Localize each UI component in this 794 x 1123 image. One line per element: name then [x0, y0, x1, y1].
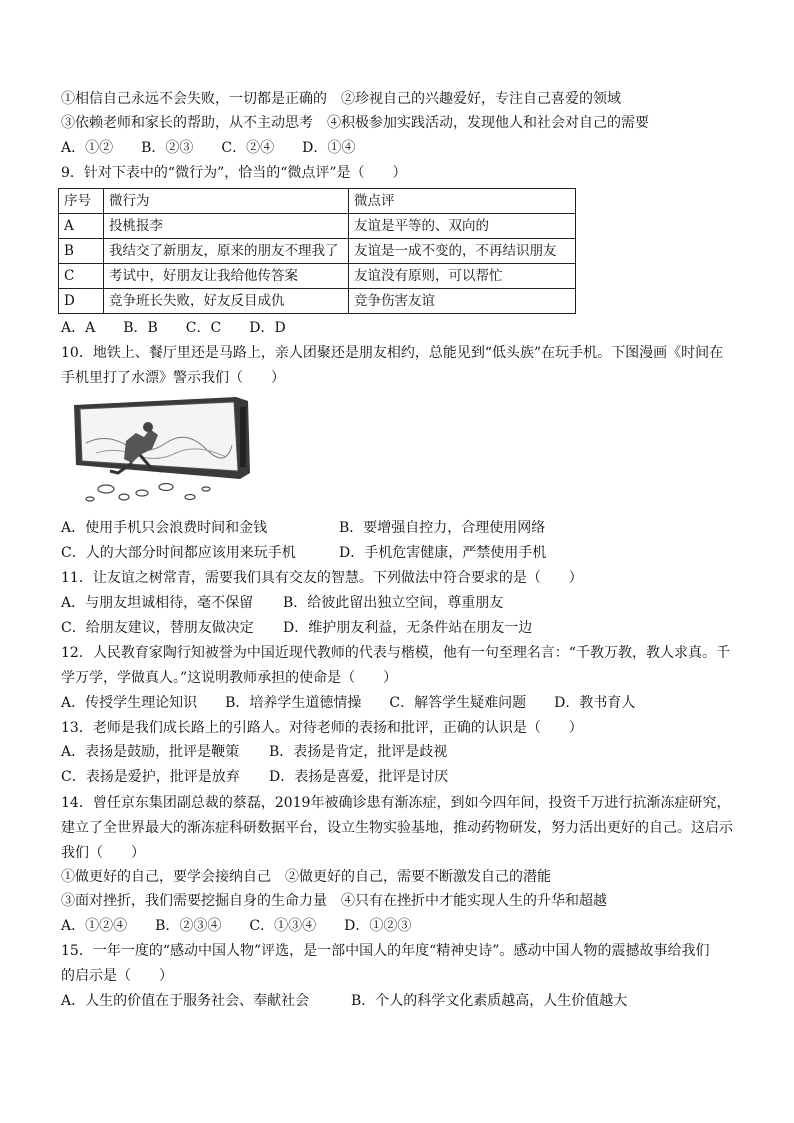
table-cell: 竞争伤害友谊 [349, 289, 576, 314]
table-cell: 友谊没有原则，可以帮忙 [349, 264, 576, 289]
phone-water-cartoon-image [66, 393, 252, 507]
q10-option-a: A．使用手机只会浪费时间和金钱 [61, 520, 268, 536]
table-header-cell: 微点评 [349, 189, 576, 214]
q12-stem-line-2: 学万学，学做真人。”这说明教师承担的使命是（ ） [61, 670, 398, 686]
q10-stem-line-2: 手机里打了水漂》警示我们（ ） [61, 370, 285, 386]
q12-choices: A．传授学生理论知识 B．培养学生道德情操 C．解答学生疑难问题 D．教书育人 [61, 695, 636, 711]
q15-option-b: B．个人的科学文化素质越高，人生价值越大 [351, 993, 628, 1009]
table-cell: B [59, 239, 104, 264]
table-header-cell: 序号 [59, 189, 104, 214]
q9-stem: 9．针对下表中的“微行为”，恰当的“微点评”是（ ） [61, 165, 407, 181]
table-cell: C [59, 264, 104, 289]
table-header-row [59, 189, 576, 214]
table-cell: 友谊是一成不变的，不再结识朋友 [349, 239, 576, 264]
q13-option-a: A．表扬是鼓励，批评是鞭策 [61, 744, 240, 760]
q8-options-line-2: ③依赖老师和家长的帮助，从不主动思考 ④积极参加实践活动，发现他人和社会对自己的需要 [61, 115, 649, 131]
q10-option-b: B．要增强自控力，合理使用网络 [339, 520, 546, 536]
q9-choices: A．A B．B C．C D．D [61, 320, 286, 336]
q11-stem: 11．让友谊之树常青，需要我们具有交友的智慧。下列做法中符合要求的是（ ） [61, 570, 583, 586]
q14-stem-line-2: 建立了全世界最大的渐冻症科研数据平台，设立生物实验基地，推动药物研发，努力活出更好的自己。这启示 [61, 820, 733, 836]
table-row [59, 239, 576, 264]
table-row [59, 289, 576, 314]
table-cell: 投桃报李 [104, 214, 349, 239]
table-row [59, 264, 576, 289]
q10-option-c: C．人的大部分时间都应该用来玩手机 [61, 545, 296, 561]
q8-choices: A．①② B．②③ C．②④ D．①④ [61, 140, 356, 156]
table-header-cell: 微行为 [104, 189, 349, 214]
table-cell: 我结交了新朋友，原来的朋友不理我了 [104, 239, 349, 264]
q13-option-c: C．表扬是爱护，批评是放弃 [61, 769, 240, 785]
q14-options-line-2: ③面对挫折，我们需要挖掘自身的生命力量 ④只有在挫折中才能实现人生的升华和超越 [61, 893, 607, 909]
table-row [59, 214, 576, 239]
q10-option-d: D．手机危害健康，严禁使用手机 [339, 545, 547, 561]
q8-options-line-1: ①相信自己永远不会失败，一切都是正确的 ②珍视自己的兴趣爱好，专注自己喜爱的领域 [61, 91, 621, 107]
q14-stem-line-3: 我们（ ） [61, 845, 145, 861]
q14-options-line-1: ①做更好的自己，要学会接纳自己 ②做更好的自己，需要不断激发自己的潜能 [61, 869, 551, 885]
table-cell: 友谊是平等的、双向的 [349, 214, 576, 239]
q13-option-b: B．表扬是肯定，批评是歧视 [269, 744, 448, 760]
table-cell: D [59, 289, 104, 314]
q15-stem-line-1: 15．一年一度的“感动中国人物”评选，是一部中国人的年度“精神史诗”。感动中国人物的震撼故事给我们 [61, 943, 710, 959]
q15-option-a: A．人生的价值在于服务社会、奉献社会 [61, 993, 310, 1009]
table-cell: 考试中，好朋友让我给他传答案 [104, 264, 349, 289]
q11-option-c: C．给朋友建议，替朋友做决定 [61, 620, 254, 636]
q13-stem: 13．老师是我们成长路上的引路人。对待老师的表扬和批评，正确的认识是（ ） [61, 720, 583, 736]
q15-stem-line-2: 的启示是（ ） [61, 968, 173, 984]
q12-stem-line-1: 12．人民教育家陶行知被誉为中国近现代教师的代表与楷模，他有一句至理名言：“千教万教，教人求真。千 [61, 645, 730, 661]
q13-option-d: D．表扬是喜爱，批评是讨厌 [269, 769, 449, 785]
table-cell: 竞争班长失败，好友反目成仇 [104, 289, 349, 314]
q11-option-a: A．与朋友坦诚相待，毫不保留 [61, 595, 254, 611]
q9-table [58, 188, 576, 314]
q11-option-d: D．维护朋友利益，无条件站在朋友一边 [283, 620, 533, 636]
q14-choices: A．①②④ B．②③④ C．①③④ D．①②③ [61, 918, 412, 934]
q11-option-b: B．给彼此留出独立空间，尊重朋友 [283, 595, 504, 611]
q10-stem-line-1: 10．地铁上、餐厅里还是马路上，亲人团聚还是朋友相约，总能见到“低头族”在玩手机。下图漫画《时间在 [61, 345, 724, 361]
table-cell: A [59, 214, 104, 239]
q14-stem-line-1: 14．曾任京东集团副总裁的蔡磊，2019年被确诊患有渐冻症，到如今四年间，投资千万进行抗渐冻症研究， [61, 795, 731, 811]
